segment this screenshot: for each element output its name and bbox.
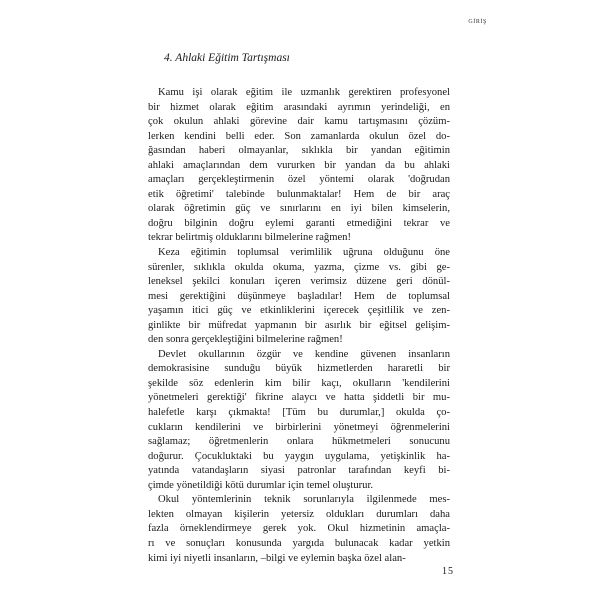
text-line: sağlamaz; öğretmenlerin onlara hükmetmeleri sonucunu [148,436,450,448]
paragraph [148,348,450,493]
text-line: demokrasisine sunduğu büyük hizmetlerden hararetli bir [148,363,450,375]
text-line: leneksel şekilci konuları içeren verimsiz düzene geri dönül- [148,276,450,288]
paragraph [148,493,450,566]
text-line: den sonra gerçekleştiğini bilmelerine rağmen! [148,334,343,346]
running-head: GİRİŞ [468,19,487,25]
text-line: yatında vatandaşların siyasi patronlar tarafından keyfi bi- [148,465,450,477]
text-line: çimde yönetildiği kötü durumlar için temel oluşturur. [148,479,374,491]
text-line: çok okulun ahlaki görevine dair kamu tartışmasını çözüm- [148,116,450,128]
text-line: halefetle karşı çıkmakta! [Tüm bu durumlar,] okulda ço- [148,407,450,419]
text-line: ginlikte bir müfredat yapmanın bir asırlık bir eğitsel gelişim- [148,319,450,331]
text-line: mesi gerektiğini düşünmeye başladılar! Hem de toplumsal [148,290,450,302]
text-line: fazla örneklendirmeye gerek yok. Okul hizmetinin amaçla- [148,523,450,535]
text-line: Okul yöntemlerinin teknik sorunlarıyla ilgilenmede mes- [158,494,450,506]
text-line: olarak öğretimin güç ve sınırlarını en iyi bilen kimselerin, [148,203,450,215]
text-line: ahlaki amaçlarından dem vururken bir yandan da bu ahlaki [148,159,450,171]
text-line: sürenler, sıklıkla okulda okuma, yazma, çizme vs. gibi ge- [148,261,450,273]
text-line: lekten olmayan kişilerin yetersiz oldukları durumları daha [148,508,450,520]
text-line: doğru bilginin doğru eylemi garanti etmediğini tekrar ve [148,217,450,229]
text-line: tekrar belirtmiş olduklarını bilmelerine rağmen! [148,232,351,244]
paragraph [148,246,450,348]
text-line: şekilde söz edenlerin kim bilir kaçı, okulların 'kendilerini [148,377,450,389]
text-line: yönetmeleri gerektiği' fikrine alaycı ve hatta şiddetli bir mu- [148,392,450,404]
text-line: amaçları gerçekleştirmenin özel yöntemi olarak 'doğrudan [148,174,450,186]
body-text [148,86,450,566]
text-line: lerken kendini belli eder. Son zamanlarda okulun özel do- [148,130,450,142]
section-title: 4. Ahlaki Eğitim Tartışması [164,52,290,64]
text-line: cukların kendilerini ve birbirlerini yönetmeyi öğrenmelerini [148,421,450,433]
text-line: yaşamın itici güç ve etkinliklerini içerecek çeşitlilik ve zen- [148,305,450,317]
text-line: Kamu işi olarak eğitim ile uzmanlık gerektiren profesyonel [158,87,450,98]
text-line: Keza eğitimin toplumsal verimlilik uğruna olduğunu öne [158,247,450,259]
text-line: doğurur. Çocukluktaki bu yaygın uygulama, yetişkinlik ha- [148,450,450,462]
text-line: ğasından haberi olmayanlar, sıklıkla bir yandan eğitimin [148,145,450,157]
text-line: etik öğretimi' talebinde bulunmaktalar! Hem de bir araç [148,188,450,200]
text-line: bir hizmet olarak eğitim arasındaki ayrımın yerindeliği, en [148,101,450,113]
text-line: kimi iyi niyetli insanların, –bilgi ve eylemin başka özel alan- [148,552,406,564]
paragraph [148,86,450,246]
text-line: rı ve sonuçları konusunda yargıda bulunacak kadar yetkin [148,537,450,549]
page-number: 15 [442,566,454,577]
text-line: Devlet okullarının özgür ve kendine güvenen insanların [158,348,450,360]
